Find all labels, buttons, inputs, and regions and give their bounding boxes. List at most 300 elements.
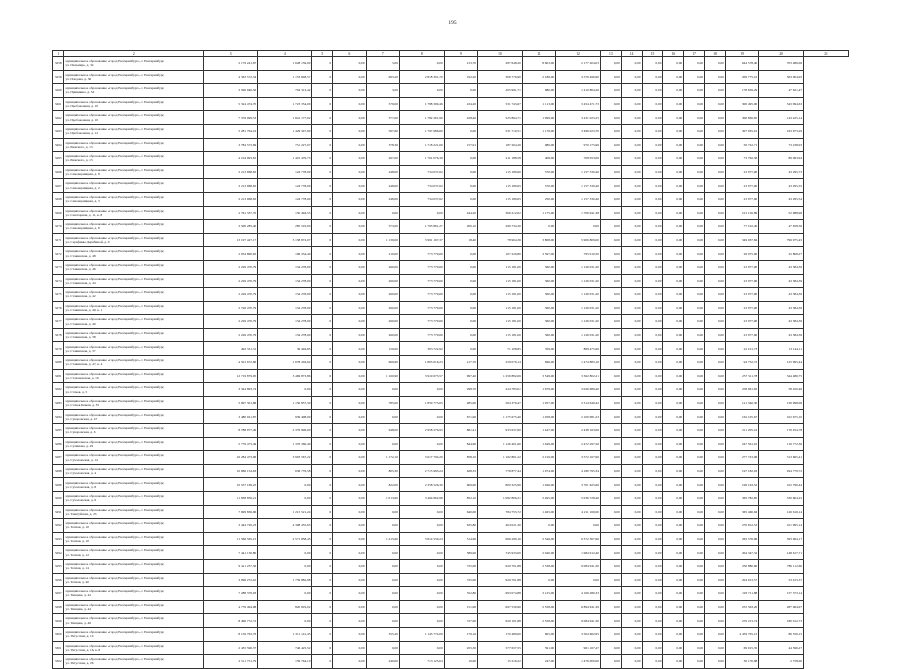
value-cell: 115 181,00 [478,315,523,329]
value-cell: 180 012,73 [759,614,804,628]
value-cell: 993,20 [366,70,399,84]
value-cell: 7 441 136,80 [204,546,258,560]
value-cell: 23 077,00 [725,315,758,329]
value-cell: 115 181,00 [478,288,523,302]
value-cell: 1 376 360,40 [258,437,312,451]
value-cell: 0,00 [258,559,312,573]
value-cell: 2 758,00 [759,655,804,669]
value-cell: 0,00 [663,519,684,533]
address-cell [64,179,204,193]
value-cell: 0,00 [621,492,642,506]
address-street: ул. Ставинская, д. 38 [65,335,96,340]
value-cell: 948,00 [366,424,399,438]
address-street: ул. Стачек Кевеш, д. 35 [65,403,100,408]
value-cell: 43 384,39 [759,328,804,342]
table-row [53,437,849,451]
value-cell: 196 163,52 [725,478,758,492]
address-cell [64,573,204,587]
value-cell: 205 991,71 [478,84,523,98]
value-cell: 0,00 [600,410,621,424]
address-cell [64,342,204,356]
value-cell: 0,00 [705,532,726,546]
value-cell: 0 [312,464,333,478]
value-cell: 0,00 [684,478,705,492]
value-cell: 0,00 [621,342,642,356]
value-cell: 0,00 [642,342,663,356]
address-prefix: муниципальное образование «город Екатеринбург», г. Екатеринбург, [65,290,165,295]
value-cell: 0,00 [621,573,642,587]
value-cell: 605,00 [522,627,555,641]
value-cell: 0,00 [333,70,366,84]
value-cell: 250,00 [522,192,555,206]
value-cell: 1 803 016,23 [399,356,444,370]
value-cell: 1 162 861,22 [478,451,523,465]
value-cell: 0,00 [333,369,366,383]
value-cell: 1 788 390,46 [399,97,444,111]
value-cell: 134 278,00 [258,301,312,315]
value-cell: 1 157 330,40 [556,192,601,206]
value-cell: 71 108,85 [478,342,523,356]
value-cell: 4 308 455,65 [258,519,312,533]
value-cell: 0,00 [333,206,366,220]
value-cell: 0,00 [684,220,705,234]
row-number: 3279 [53,342,64,356]
column-header: 7 [366,51,399,57]
value-cell: 256 880,60 [725,559,758,573]
value-cell: 0,00 [366,505,399,519]
value-cell: 0,00 [621,600,642,614]
value-cell: 531 710,51 [478,124,523,138]
address-cell [64,247,204,261]
value-cell: 0,00 [705,274,726,288]
value-cell: 0,00 [705,478,726,492]
value-cell: 0,00 [684,165,705,179]
value-cell: 0,00 [621,505,642,519]
value-cell: 179,16 [444,627,477,641]
value-cell: 1 013,60 [366,492,399,506]
address-prefix: муниципальное образование «город Екатеринбург», г. Екатеринбург, [65,263,165,267]
value-cell: 0,00 [366,559,399,573]
address-prefix: муниципальное образование «город Екатеринбург», г. Екатеринбург, [65,86,165,91]
value-cell: 0,00 [705,124,726,138]
value-cell: 1 126 031,20 [556,315,601,329]
value-cell: 9 411 257,56 [204,559,258,573]
value-cell: 115 180,65 [478,192,523,206]
table-body [53,57,849,669]
value-cell: 0,00 [333,627,366,641]
value-cell: 86 556,15 [759,627,804,641]
value-cell: 22 101,73 [725,342,758,356]
value-cell: 0,00 [663,328,684,342]
column-header: 11 [522,51,555,57]
address-cell [64,492,204,506]
value-cell: 0,00 [333,192,366,206]
address-street: ул. Суворовская, д. 47 [65,416,98,421]
value-cell: 2 761 337,70 [204,206,258,220]
value-cell: 0,00 [333,614,366,628]
value-cell: 39 494,85 [258,342,312,356]
address-cell [64,192,204,206]
value-cell: 355,20 [366,627,399,641]
table-row [53,97,849,111]
value-cell: 247,00 [522,655,555,669]
value-cell: 0,00 [621,559,642,573]
row-number: 3290 [53,492,64,506]
value-cell: 43 384,39 [759,315,804,329]
value-cell: 0 [312,301,333,315]
value-cell: 3 431 023,25 [556,111,601,125]
value-cell: 0,00 [333,532,366,546]
value-cell: 1 850 773,65 [399,396,444,410]
value-cell: 0,00 [684,492,705,506]
row-number: 3262 [53,111,64,125]
address-cell [64,288,204,302]
value-cell: 124 778,00 [258,179,312,193]
value-cell: 0 [312,641,333,655]
value-cell: 636 776,58 [258,464,312,478]
value-cell: 455,30 [444,641,477,655]
address-street: ул. Самоварницкая, д. 8 [65,172,100,177]
value-cell: 0,00 [684,559,705,573]
value-cell: 0,00 [600,165,621,179]
value-cell: 378,36 [366,138,399,152]
column-header: 20 [759,51,804,57]
value-cell: 0,00 [621,138,642,152]
value-cell: 0,00 [333,383,366,397]
value-cell: 0,00 [556,220,601,234]
value-cell: 3,06 [366,84,399,98]
value-cell: 0,00 [399,641,444,655]
value-cell: 313 665,41 [759,451,804,465]
value-cell: 1 172,10 [366,451,399,465]
address-prefix: муниципальное образование «город Екатеринбург», г. Екатеринбург, [65,167,165,172]
address-cell [64,383,204,397]
value-cell: 0,00 [642,57,663,71]
row-number: 3284 [53,410,64,424]
row-number: 3259 [53,70,64,84]
value-cell: 933 637,60 [478,424,523,438]
value-cell: 0,00 [600,220,621,234]
table-row [53,301,849,315]
value-cell: 0,00 [705,70,726,84]
address-prefix: муниципальное образование «город Екатеринбург», г. Екатеринбург, [65,602,165,607]
value-cell: 23 077,00 [725,328,758,342]
value-cell: 0,00 [366,383,399,397]
value-cell: 23 077,00 [725,179,758,193]
value-cell: 0,00 [600,627,621,641]
value-cell: 669,60 [366,356,399,370]
row-number: 3268 [53,192,64,206]
value-cell: 303 722,92 [399,342,444,356]
column-header: 19 [725,51,758,57]
value-cell: 0,00 [600,356,621,370]
address-prefix: муниципальное образование «город Екатеринбург», г. Екатеринбург, [65,480,165,485]
value-cell: 0,00 [684,274,705,288]
value-cell: 0,00 [663,573,684,587]
value-cell: 10,00 [444,655,477,669]
value-cell: 1 447,00 [522,424,555,438]
value-cell: 0,00 [600,328,621,342]
value-cell: 2 715 993,24 [399,464,444,478]
value-cell: 703 486,06 [759,57,804,71]
value-cell: 0,00 [333,57,366,71]
value-cell: 773 779,60 [399,288,444,302]
value-cell: 0 [312,573,333,587]
address-prefix: муниципальное образование «город Екатеринбург», г. Екатеринбург, [65,494,165,499]
value-cell: 247 561,91 [725,437,758,451]
value-cell: 564 379,47 [478,396,523,410]
address-street: ул. Ставинская, д. 42 [65,294,96,299]
value-cell: 0,00 [705,614,726,628]
value-cell: 0,00 [642,247,663,261]
value-cell: 0 [312,97,333,111]
value-cell: 531 743,67 [478,97,523,111]
value-cell: 0,00 [333,505,366,519]
value-cell: 0 [312,84,333,98]
value-cell: 0,00 [600,641,621,655]
value-cell: 1 175 675,40 [478,410,523,424]
value-cell: 0,00 [663,192,684,206]
address-street: ул. Теплая, д. 10 [65,525,89,530]
value-cell: 0,00 [642,410,663,424]
value-cell: 73 762,36 [725,152,758,166]
table-row [53,138,849,152]
value-cell: 0,00 [642,587,663,601]
row-number: 3274 [53,274,64,288]
value-cell: 0,00 [684,532,705,546]
value-cell: 0 [312,288,333,302]
value-cell: 0 [312,492,333,506]
row-number: 3275 [53,288,64,302]
value-cell: 751 227,07 [258,138,312,152]
value-cell: 0,00 [642,233,663,247]
value-cell: 0,00 [663,600,684,614]
address-prefix: муниципальное образование «город Екатеринбург», г. Екатеринбург, [65,630,165,635]
address-prefix: муниципальное образование «город Екатеринбург», г. Екатеринбург, [65,208,165,213]
value-cell: 525 864,71 [478,111,523,125]
value-cell: 2 226 470,79 [204,274,258,288]
value-cell: 1 946,00 [522,478,555,492]
value-cell: 13 197 427,17 [204,233,258,247]
value-cell: 1 153 848,57 [258,70,312,84]
address-cell [64,478,204,492]
value-cell: 4 104 993,81 [204,152,258,166]
value-cell: 734 037,62 [399,179,444,193]
value-cell: 0,00 [600,492,621,506]
value-cell: 3 572 167,96 [556,451,601,465]
value-cell: 805,30 [366,464,399,478]
value-cell: 18,40 [444,233,477,247]
value-cell: 0,00 [333,124,366,138]
value-cell: 0,00 [621,369,642,383]
address-street: ул. Теплая, д. 10 [65,539,89,544]
value-cell: 0,00 [621,152,642,166]
row-number: 3283 [53,396,64,410]
value-cell: 0,00 [684,573,705,587]
value-cell: 0,00 [684,288,705,302]
address-prefix: муниципальное образование «город Екатеринбург», г. Екатеринбург, [65,113,165,118]
value-cell: 0,00 [621,614,642,628]
value-cell: 1 474 883,16 [556,356,601,370]
value-cell: 0,00 [399,546,444,560]
address-cell [64,70,204,84]
address-cell [64,138,204,152]
value-cell: 0,00 [705,505,726,519]
address-street: ул. Самоварницкая, д. 2 [65,185,100,190]
value-cell: 349 037,84 [725,233,758,247]
value-cell: 0,00 [684,192,705,206]
value-cell: 0,00 [621,627,642,641]
value-cell: 0,00 [684,614,705,628]
value-cell: 0,00 [684,206,705,220]
column-header: 3 [204,51,258,57]
value-cell: 0,00 [642,627,663,641]
value-cell: 560,00 [522,288,555,302]
address-prefix: муниципальное образование «город Екатеринбург», г. Екатеринбург, [65,398,165,403]
value-cell: 58 450,46 [759,383,804,397]
value-cell: 966 299,16 [478,532,523,546]
value-cell: 746 425,52 [258,641,312,655]
value-cell: 0,00 [621,220,642,234]
value-cell: 0,00 [663,369,684,383]
value-cell: 0,00 [642,274,663,288]
address-prefix: муниципальное образование «город Екатеринбург», г. Екатеринбург, [65,589,165,594]
value-cell: 3 344 893,74 [204,383,258,397]
value-cell: 0,00 [684,383,705,397]
value-cell: 1 126 031,20 [556,260,601,274]
value-cell: 0,00 [600,546,621,560]
value-cell: 107 220,80 [478,247,523,261]
value-cell: 0,00 [663,587,684,601]
value-cell: 567,60 [366,124,399,138]
value-cell: 1 126 031,20 [556,288,601,302]
row-number: 3277 [53,315,64,329]
value-cell: 0,00 [642,328,663,342]
value-cell: 260,00 [366,274,399,288]
value-cell: 0,00 [621,451,642,465]
value-cell: 0,00 [663,260,684,274]
value-cell: 589,00 [444,546,477,560]
address-street: ул. Самоварницкая, д. 3 [65,199,100,204]
column-header: 15 [642,51,663,57]
value-cell: 0,00 [333,179,366,193]
row-number: 3267 [53,179,64,193]
value-cell: 1 259 882,06 [478,369,523,383]
value-cell: 25 808,27 [759,247,804,261]
value-cell: 0,00 [333,424,366,438]
value-cell: 0,00 [663,641,684,655]
value-cell: 3 125,00 [522,587,555,601]
address-prefix: муниципальное образование «город Екатеринбург», г. Екатеринбург, [65,385,165,390]
value-cell: 0 [312,519,333,533]
value-cell: 69 015,35 [725,641,758,655]
value-cell: 0,00 [684,152,705,166]
address-prefix: муниципальное образование «город Екатеринбург», г. Екатеринбург, [65,521,165,526]
row-number: 3258 [53,57,64,71]
value-cell: 300 495,00 [725,97,758,111]
value-cell: 192,20 [444,70,477,84]
value-cell: 0,00 [366,410,399,424]
value-cell: 285 519,00 [258,220,312,234]
address-prefix: муниципальное образование «город Екатеринбург», г. Екатеринбург, [65,127,165,132]
value-cell: 0 [312,451,333,465]
address-cell [64,57,204,71]
value-cell: 43 384,39 [759,274,804,288]
row-number: 3265 [53,152,64,166]
value-cell: 0,00 [684,260,705,274]
value-cell: 0,00 [444,192,477,206]
value-cell: 560,00 [522,315,555,329]
value-cell: 5 906 809,00 [556,233,601,247]
value-cell: 0,00 [642,288,663,302]
value-cell: 800 325,96 [478,478,523,492]
value-cell: 0,00 [444,328,477,342]
row-number: 3281 [53,369,64,383]
table-row [53,179,849,193]
value-cell: 0,00 [366,600,399,614]
value-cell: 0,00 [705,260,726,274]
value-cell: 0,00 [600,152,621,166]
value-cell: 1 706 941,38 [556,206,601,220]
address-street: ул. Ставинская, д. 46 [65,267,96,272]
value-cell: 0,00 [444,301,477,315]
value-cell: 0 [312,124,333,138]
value-cell: 0,00 [621,165,642,179]
address-prefix: муниципальное образование «город Екатеринбург», г. Екатеринбург, [65,235,165,240]
value-cell: 44 596,27 [759,641,804,655]
value-cell: 591,00 [522,641,555,655]
value-cell: 1 649,00 [522,437,555,451]
value-cell: 115 181,00 [478,274,523,288]
value-cell: 0,00 [366,641,399,655]
value-cell: 0,00 [642,97,663,111]
value-cell: 1 761 076,39 [399,152,444,166]
value-cell: 0,00 [684,451,705,465]
value-cell: 47 658,56 [759,220,804,234]
value-cell: 0,00 [600,179,621,193]
value-cell: 0,00 [684,424,705,438]
value-cell: 2 034 890,65 [204,247,258,261]
value-cell: 115 181,00 [478,328,523,342]
value-cell: 0,00 [705,424,726,438]
column-header: 14 [621,51,642,57]
value-cell: 2 213 968,65 [204,179,258,193]
value-cell: 365 782,85 [725,492,758,506]
value-cell: 290 734,30 [478,220,523,234]
row-number: 3266 [53,165,64,179]
value-cell: 1 311 141,43 [258,627,312,641]
value-cell: 1 139,00 [366,233,399,247]
value-cell: 0,00 [642,424,663,438]
value-cell: 2 179 241,87 [204,57,258,71]
value-cell: 0 [312,138,333,152]
value-cell: 5 776 473,49 [204,437,258,451]
value-cell: 1 759 882,98 [258,573,312,587]
value-cell: 745 933,00 [478,546,523,560]
value-cell: 0,00 [333,165,366,179]
value-cell: 0,00 [333,342,366,356]
address-prefix: муниципальное образование «город Екатеринбург», г. Екатеринбург, [65,330,165,335]
value-cell: 193 711,88 [725,587,758,601]
value-cell: 822,00 [366,478,399,492]
value-cell: 577,00 [366,111,399,125]
address-cell [64,396,204,410]
address-cell [64,84,204,98]
value-cell: 0,00 [642,260,663,274]
value-cell: 3 444 720,23 [204,519,258,533]
value-cell: 0,00 [705,655,726,669]
value-cell: 343 994,63 [759,97,804,111]
